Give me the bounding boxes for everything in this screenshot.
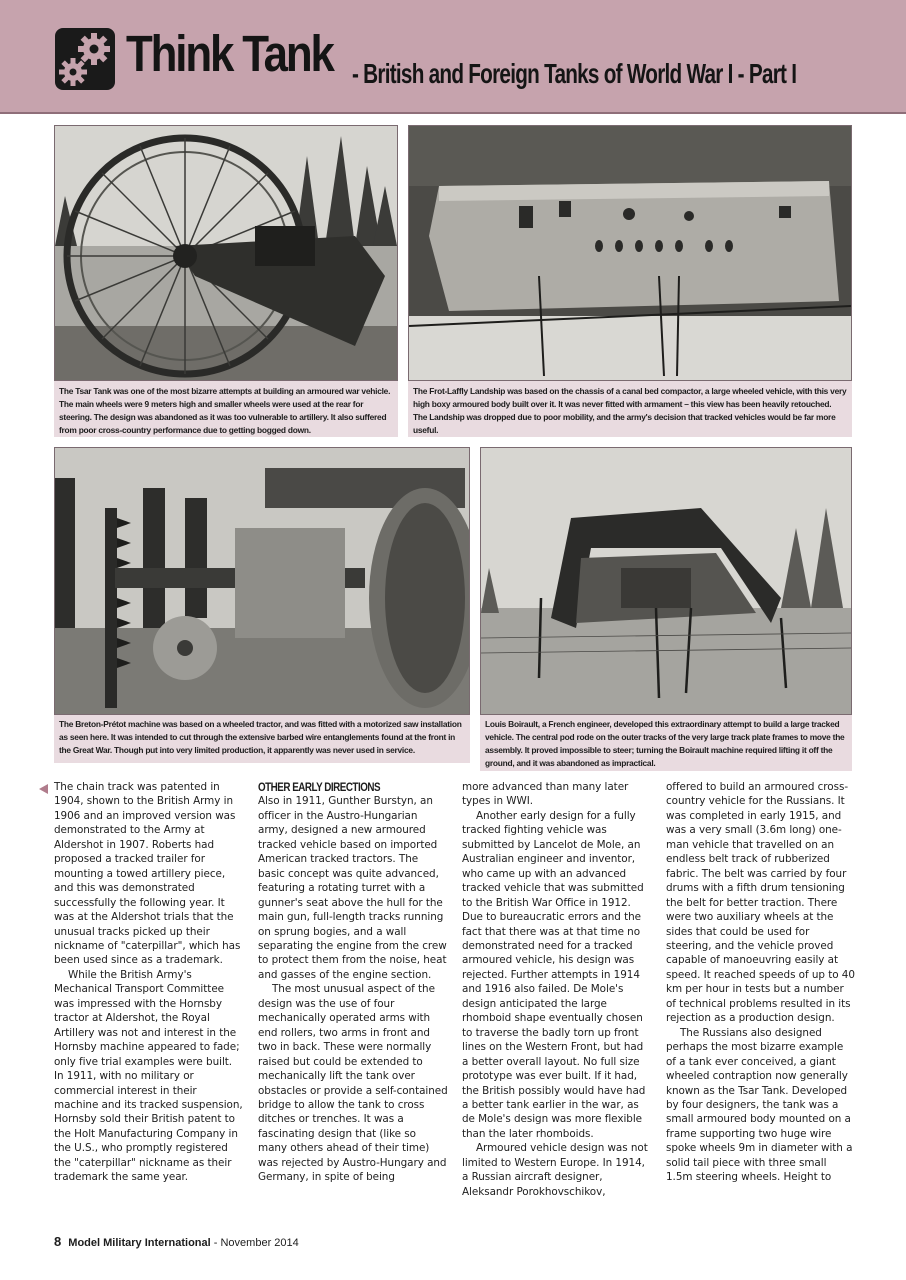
- boirault-machine-photo: [480, 447, 852, 715]
- section-heading: OTHER EARLY DIRECTIONS: [258, 780, 381, 794]
- article-column-2: [258, 780, 448, 1185]
- page-header: [0, 0, 906, 114]
- tsar-tank-photo: [54, 125, 398, 381]
- paragraph: The most unusual aspect of the design was the use of four mechanically operated arms with end rollers, two arms in front and two in back. These were normally raised but could be extended to mechanically lift the tank over obstacles or provide a self-contained bridge to allow the tank to cross ditches or trenches. It was a fascinating design that (like so many others ahead of their time) was rejected by Austro-Hungary and Germany, in spite of being: [258, 983, 448, 1184]
- page-title: Think Tank: [126, 25, 333, 82]
- article-column-4: [666, 780, 856, 1185]
- page-footer: [54, 1234, 299, 1249]
- page-number: 8: [54, 1234, 62, 1249]
- paragraph: The chain track was patented in 1904, shown to the British Army in 1906 and an improved version was demonstrated to the Army at Aldershot in 1907. Roberts had proposed a tracked trailer for mounting a towed artillery piece, and this was demonstrated successfully the following year. It was at the Aldershot trials that the unusual tracks picked up their nickname of "caterpillar", which has been used since as a trademark.: [54, 781, 241, 967]
- breton-pretot-photo: [54, 447, 470, 715]
- article-column-3: [462, 780, 652, 1199]
- gears-icon: [54, 27, 116, 91]
- figure-caption: The Breton-Prétot machine was based on a wheeled tractor, and was fitted with a motorized saw installation as seen here. It was intended to cut through the extensive barbed wire entanglements found at the front in the Great War. Though put into very limited production, it apparently was never used in service.: [59, 719, 462, 755]
- paragraph: Also in 1911, Gunther Burstyn, an officer in the Austro-Hungarian army, designed a new armoured tracked vehicle based on imported American tracked tractors. The basic concept was quite advanced, featuring a rotating turret with a gunner's seat above the hull for the main gun, full-length tracks running on sprung bogies, and a wall separating the engine from the crew to protect them from the noise, heat and gasses of the engine section.: [258, 795, 447, 981]
- paragraph: more advanced than many later types in WWI.: [462, 781, 629, 808]
- figure-tsar-tank: [54, 125, 398, 437]
- paragraph: Another early design for a fully tracked fighting vehicle was submitted by Lancelot de Mole, an Australian engineer and inventor, who came up with an advanced tracked vehicle that was submitted to the British War Office in 1912. Due to bureaucratic errors and the fact that there was at that time no demonstrated need for a tracked armoured vehicle, his design was rejected. Further attempts in 1914 and 1916 also failed. De Mole's design anticipated the large rhomboid shape eventually chosen to traverse the badly torn up front lines on the Western Front, but had a better overall layout. No full size prototype was ever built. If it had, the British possibly would have had a better tank earlier in the war, as de Mole's design was more flexible than the later rhomboids.: [462, 809, 646, 1140]
- page-subtitle: - British and Foreign Tanks of World War I - Part I: [352, 58, 797, 89]
- article-column-1: [54, 780, 244, 1185]
- magazine-name: Model Military International: [68, 1237, 211, 1249]
- figure-caption: Louis Boirault, a French engineer, developed this extraordinary attempt to build a large tracked vehicle. The central pod rode on the outer tracks of the very large track plate frames to move the assembly. It proved impossible to steer; turning the Boirault machine required lifting it off the ground, and it was abandoned as impractical.: [485, 719, 845, 768]
- figure-breton-pretot-machine: [54, 447, 470, 763]
- figure-frot-laffly-landship: [408, 125, 852, 437]
- landship-photo: [408, 125, 852, 381]
- paragraph: While the British Army's Mechanical Transport Committee was impressed with the Hornsby tractor at Aldershot, the Royal Artillery was not and interest in the Hornsby machine appeared to fade; only five trial examples were built. In 1911, with no military or commercial interest in their machine and its tracked suspension, Hornsby sold their British patent to the Holt Manufacturing Company in the U.S., who promptly registered the "caterpillar" nickname as their trademark the same year.: [54, 968, 243, 1184]
- issue-date: - November 2014: [213, 1237, 299, 1249]
- paragraph: The Russians also designed perhaps the most bizarre example of a tank ever conceived, a giant wheeled contraption now generally known as the Tsar Tank. Developed by four designers, the tank was a small armoured body mounted on a frame supporting two huge wire spoke wheels 9m in diameter with a solid tail piece with three small 1.5m steering wheels. Height to: [666, 1026, 853, 1184]
- figure-boirault-machine: [480, 447, 852, 771]
- paragraph: offered to build an armoured cross-country vehicle for the Russians. It was completed in early 1915, and was a very small (3.6m long) one-man vehicle that travelled on an endless belt track of rubberized fabric. The belt was carried by four drums with a fifth drum tensioning the belt for better traction. There were two auxiliary wheels at the sides that could be used for steering, and the vehicle proved capable of manoeuvring easily at speed. It reached speeds of up to 40 km per hour in tests but a number of technical problems resulted in its rejection as a production design.: [666, 781, 855, 1025]
- paragraph: Armoured vehicle design was not limited to Western Europe. In 1914, a Russian aircraft designer, Aleksandr Porokhovschikov,: [462, 1142, 648, 1198]
- continuation-arrow-icon: [39, 784, 48, 794]
- figure-caption: The Frot-Laffly Landship was based on the chassis of a canal bed compactor, a large wheeled vehicle, with this very high boxy armoured body built over it. It was never fitted with armament – this view has been heavily retouched. The Landship was dropped due to poor mobility, and the army's decision that tracked vehicles would be far more useful.: [413, 386, 847, 435]
- figure-caption: The Tsar Tank was one of the most bizarre attempts at building an armoured war vehicle. The main wheels were 9 meters high and smaller wheels were used at the rear for steering. The design was abandoned as it was too vulnerable to artillery. It also suffered from poor cross-country performance due to getting bogged down.: [59, 386, 391, 435]
